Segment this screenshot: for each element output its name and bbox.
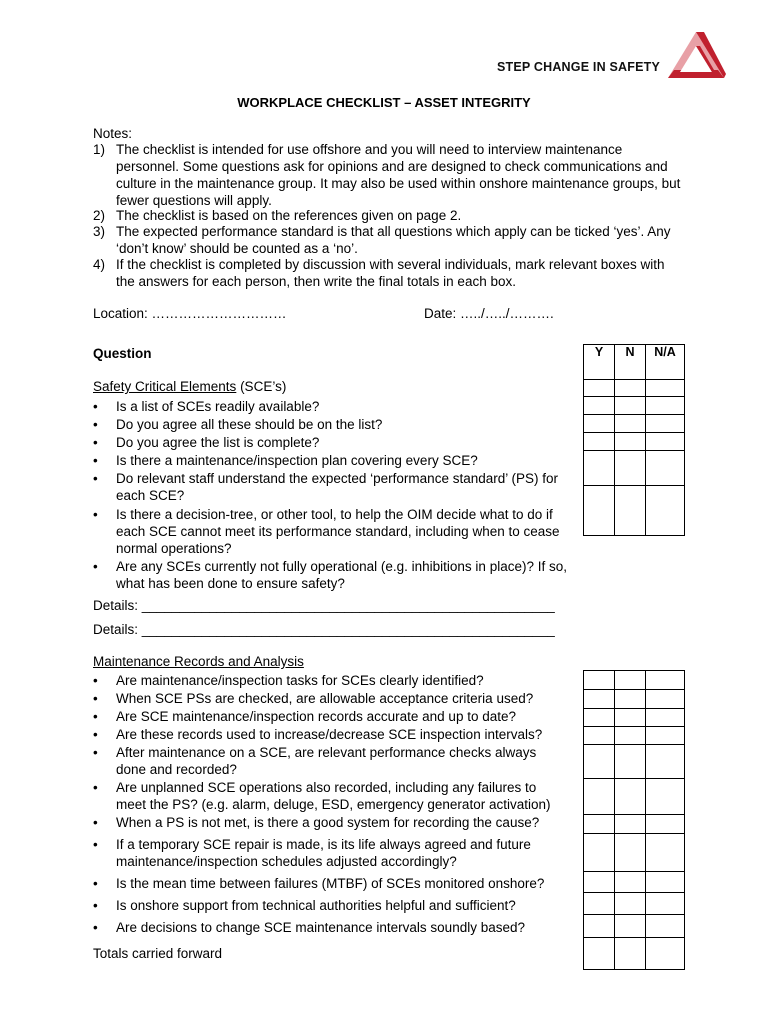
- note-number: 3): [93, 224, 106, 239]
- question-item: • Is onshore support from technical authorities helpful and sufficient?: [93, 897, 568, 919]
- answer-cell[interactable]: [646, 671, 685, 690]
- answer-cell[interactable]: [646, 709, 685, 727]
- answer-cell[interactable]: [615, 834, 646, 872]
- question-item: • Do you agree the list is complete?: [93, 434, 573, 452]
- answer-cell[interactable]: [646, 380, 685, 397]
- note-item: [93, 223, 683, 257]
- answer-cell[interactable]: [646, 779, 685, 815]
- answer-cell[interactable]: [615, 872, 646, 893]
- question-item: • After maintenance on a SCE, are relevant performance checks always done and recorded?: [93, 744, 568, 779]
- answer-cell[interactable]: [646, 915, 685, 938]
- note-number: 4): [93, 257, 106, 272]
- question-item: • Is the mean time between failures (MTBF) of SCEs monitored onshore?: [93, 875, 568, 897]
- answer-cell[interactable]: [615, 486, 646, 536]
- answer-cell[interactable]: [584, 872, 615, 893]
- grid-header-na: N/A: [646, 345, 685, 380]
- note-item: [93, 141, 683, 209]
- grid-header-n: N: [615, 345, 646, 380]
- answer-cell[interactable]: [615, 415, 646, 433]
- brand-name: STEP CHANGE IN SAFETY: [496, 60, 660, 74]
- question-item: • If a temporary SCE repair is made, is its life always agreed and future maintenance/inspection schedules adjusted accordingly?: [93, 836, 568, 875]
- document-title: WORKPLACE CHECKLIST – ASSET INTEGRITY: [237, 95, 531, 110]
- grid-header-y: Y: [584, 345, 615, 380]
- answer-cell[interactable]: [615, 779, 646, 815]
- details-line[interactable]: Details: _______________________________________________________: [93, 622, 555, 637]
- question-item: • Are decisions to change SCE maintenance intervals soundly based?: [93, 919, 568, 941]
- answer-cell[interactable]: [584, 779, 615, 815]
- answer-grid-sce: [583, 344, 685, 536]
- totals-cell[interactable]: [646, 938, 685, 970]
- question-item: • Are unplanned SCE operations also recorded, including any failures to meet the PS? (e.g. alarm, deluge, ESD, emergency generator activation): [93, 779, 568, 814]
- note-item: [93, 207, 683, 224]
- answer-cell[interactable]: [584, 451, 615, 486]
- answer-cell[interactable]: [584, 815, 615, 834]
- note-item: [93, 256, 683, 290]
- answer-cell[interactable]: [584, 380, 615, 397]
- answer-cell[interactable]: [584, 690, 615, 709]
- question-item: • Are these records used to increase/decrease SCE inspection intervals?: [93, 726, 568, 744]
- answer-cell[interactable]: [584, 433, 615, 451]
- answer-cell[interactable]: [584, 709, 615, 727]
- date-field[interactable]: Date: …../…../……….: [424, 306, 554, 321]
- answer-cell[interactable]: [615, 380, 646, 397]
- totals-label: Totals carried forward: [93, 946, 223, 961]
- answer-cell[interactable]: [615, 815, 646, 834]
- note-text: The expected performance standard is that all questions which apply can be ticked ‘yes’. Any ‘don’t know’ should be counted as a ‘no’.: [116, 224, 671, 256]
- answer-cell[interactable]: [646, 872, 685, 893]
- note-number: 2): [93, 208, 106, 223]
- answer-cell[interactable]: [646, 433, 685, 451]
- step-change-logo-icon: [666, 30, 726, 80]
- question-item: • Do you agree all these should be on the list?: [93, 416, 573, 434]
- answer-cell[interactable]: [584, 486, 615, 536]
- location-field[interactable]: Location: …………………………: [93, 306, 287, 321]
- answer-cell[interactable]: [584, 671, 615, 690]
- answer-cell[interactable]: [615, 745, 646, 779]
- answer-cell[interactable]: [584, 727, 615, 745]
- answer-cell[interactable]: [646, 815, 685, 834]
- notes-heading: Notes:: [93, 126, 133, 141]
- details-line[interactable]: Details: _______________________________________________________: [93, 598, 555, 613]
- answer-grid-maintenance: [583, 670, 685, 970]
- section-title-underlined: Safety Critical Elements: [93, 379, 237, 394]
- answer-cell[interactable]: [584, 893, 615, 915]
- note-text: If the checklist is completed by discussion with several individuals, mark relevant boxes with the answers for each person, then write the final totals in each box.: [116, 257, 665, 289]
- question-item: • Are maintenance/inspection tasks for SCEs clearly identified?: [93, 672, 568, 690]
- note-text: The checklist is intended for use offshore and you will need to interview maintenance personnel. Some questions ask for opinions and are designed to check communications and culture in the maintenance group. It may also be used within onshore maintenance groups, but fewer questions will apply.: [116, 142, 681, 208]
- answer-cell[interactable]: [615, 893, 646, 915]
- answer-cell[interactable]: [646, 486, 685, 536]
- answer-cell[interactable]: [584, 834, 615, 872]
- question-item: • Is a list of SCEs readily available?: [93, 398, 573, 416]
- answer-cell[interactable]: [646, 893, 685, 915]
- section-title-maintenance: Maintenance Records and Analysis: [93, 654, 304, 669]
- answer-cell[interactable]: [615, 727, 646, 745]
- answer-cell[interactable]: [646, 834, 685, 872]
- question-item: • Are any SCEs currently not fully operational (e.g. inhibitions in place)? If so, what has been done to ensure safety?: [93, 558, 573, 594]
- section-title-rest: (SCE’s): [236, 379, 287, 394]
- answer-cell[interactable]: [615, 690, 646, 709]
- question-item: • Are SCE maintenance/inspection records accurate and up to date?: [93, 708, 568, 726]
- question-item: • Is there a decision-tree, or other tool, to help the OIM decide what to do if each SCE cannot meet its performance standard, including when to cease normal operations?: [93, 506, 573, 558]
- answer-cell[interactable]: [646, 451, 685, 486]
- answer-cell[interactable]: [615, 397, 646, 415]
- answer-cell[interactable]: [615, 451, 646, 486]
- question-item: • When a PS is not met, is there a good system for recording the cause?: [93, 814, 568, 836]
- answer-cell[interactable]: [646, 727, 685, 745]
- note-text: The checklist is based on the references given on page 2.: [116, 208, 462, 223]
- question-heading: Question: [93, 346, 152, 361]
- answer-cell[interactable]: [646, 690, 685, 709]
- question-item: • Do relevant staff understand the expected ‘performance standard’ (PS) for each SCE?: [93, 470, 573, 506]
- answer-cell[interactable]: [615, 671, 646, 690]
- answer-cell[interactable]: [615, 709, 646, 727]
- answer-cell[interactable]: [646, 415, 685, 433]
- section-title-sce: [93, 379, 286, 394]
- answer-cell[interactable]: [646, 397, 685, 415]
- maintenance-question-list: [93, 672, 568, 941]
- answer-cell[interactable]: [584, 397, 615, 415]
- answer-cell[interactable]: [646, 745, 685, 779]
- totals-cell[interactable]: [615, 938, 646, 970]
- note-number: 1): [93, 142, 106, 157]
- answer-cell[interactable]: [615, 433, 646, 451]
- totals-cell[interactable]: [584, 938, 615, 970]
- answer-cell[interactable]: [584, 915, 615, 938]
- answer-cell[interactable]: [584, 745, 615, 779]
- answer-cell[interactable]: [615, 915, 646, 938]
- question-item: • When SCE PSs are checked, are allowable acceptance criteria used?: [93, 690, 568, 708]
- answer-cell[interactable]: [584, 415, 615, 433]
- sce-question-list: [93, 398, 573, 594]
- question-item: • Is there a maintenance/inspection plan covering every SCE?: [93, 452, 573, 470]
